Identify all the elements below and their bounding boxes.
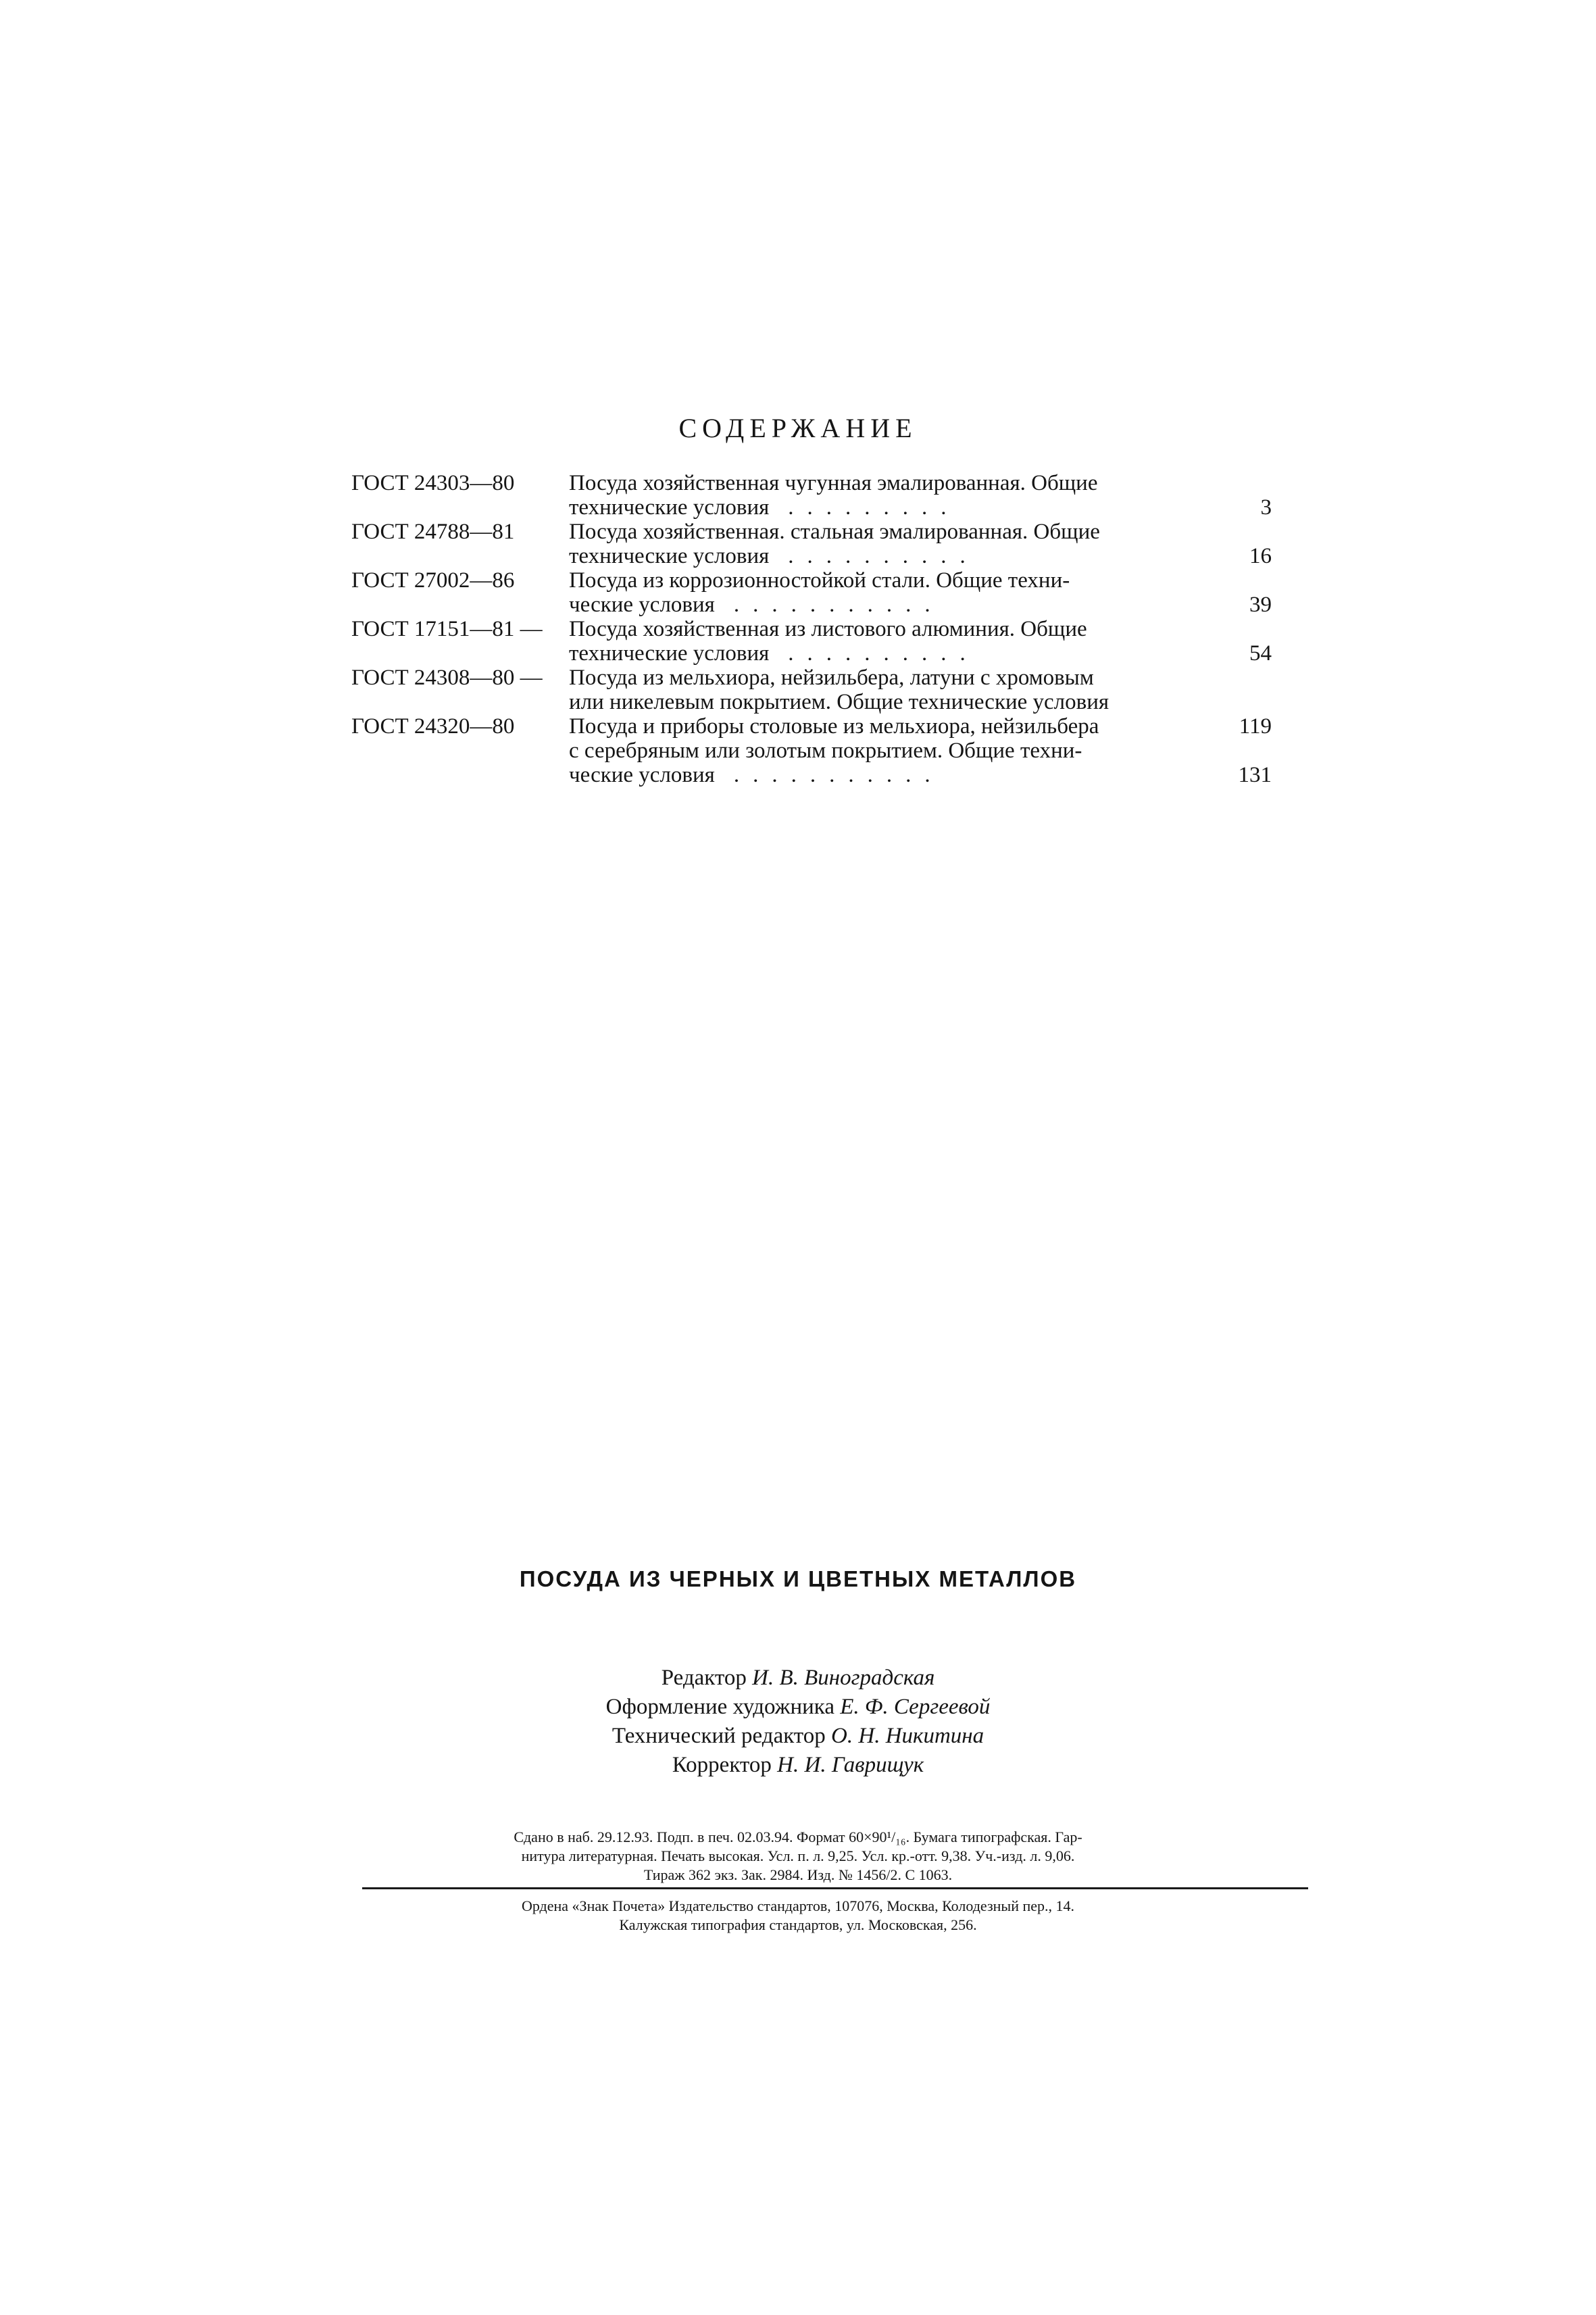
dot-leader: ..........	[788, 544, 979, 568]
imprint-line: нитура литературная. Печать высокая. Усл. п. л. 9,25. Усл. кр.-отт. 9,38. Уч.-изд. л. 9,06.	[521, 1847, 1075, 1864]
imprint-printer: Калужская типография стандартов, ул. Московская, 256.	[619, 1916, 977, 1933]
toc-entry-title-cont: ческие условия ...........	[569, 593, 944, 617]
toc-entry-page: 131	[1238, 763, 1272, 787]
toc-entry-title: Посуда хозяйственная чугунная эмалированная. Общие	[569, 471, 1098, 495]
imprint-line: Сдано в наб. 29.12.93. Подп. в печ. 02.03.94. Формат 60×90¹/₁₆. Бумага типографская. Гар-	[514, 1828, 1082, 1845]
imprint-line: Тираж 362 экз. Зак. 2984. Изд. № 1456/2. С 1063.	[643, 1866, 953, 1883]
toc-entry-page: 54	[1249, 641, 1272, 666]
dot-leader: ...........	[733, 593, 944, 617]
toc-entry-title-cont: технические условия ..........	[569, 544, 979, 568]
toc-entry-title: Посуда из коррозионностойкой стали. Общие техни-	[569, 568, 1070, 593]
book-title: ПОСУДА ИЗ ЧЕРНЫХ И ЦВЕТНЫХ МЕТАЛЛОВ	[519, 1566, 1077, 1591]
toc-entry-title-cont: технические условия ..........	[569, 641, 979, 666]
toc-entry-code: ГОСТ 24788—81	[351, 520, 515, 544]
toc-entry-title-cont: с серебряным или золотым покрытием. Общие техни-	[569, 739, 1082, 763]
toc-entry-title-cont: или никелевым покрытием. Общие технические условия	[569, 690, 1109, 714]
imprint-divider	[362, 1887, 1308, 1889]
toc-entry-code: ГОСТ 17151—81 —	[351, 617, 543, 641]
toc-entry-title: Посуда из мельхиора, нейзильбера, латуни с хромовым	[569, 666, 1094, 690]
toc-entry-title: Посуда хозяйственная. стальная эмалированная. Общие	[569, 520, 1100, 544]
imprint-publisher: Ордена «Знак Почета» Издательство стандартов, 107076, Москва, Колодезный пер., 14.	[521, 1897, 1075, 1914]
toc-entry-code: ГОСТ 24308—80 —	[351, 666, 543, 690]
credit-designer: Оформление художника Е. Ф. Сергеевой	[605, 1695, 991, 1719]
dot-leader: .........	[788, 495, 960, 520]
toc-entry-code: ГОСТ 24303—80	[351, 471, 515, 495]
toc-entry-page: 119	[1239, 714, 1272, 739]
credit-proofreader: Корректор Н. И. Гаврищук	[672, 1753, 924, 1777]
toc-entry-code: ГОСТ 27002—86	[351, 568, 515, 593]
toc-entry-page: 16	[1249, 544, 1272, 568]
dot-leader: ...........	[733, 763, 944, 787]
toc-entry-title: Посуда хозяйственная из листового алюминия. Общие	[569, 617, 1087, 641]
toc-title: СОДЕРЖАНИЕ	[678, 413, 918, 443]
toc-entry-title-cont: технические условия .........	[569, 495, 960, 520]
toc-entry-title-cont: ческие условия ...........	[569, 763, 944, 787]
toc-entry-code: ГОСТ 24320—80	[351, 714, 515, 739]
credit-tech-editor: Технический редактор О. Н. Никитина	[612, 1724, 984, 1748]
toc-entry-title: Посуда и приборы столовые из мельхиора, нейзильбера	[569, 714, 1099, 739]
dot-leader: ..........	[788, 641, 979, 666]
credit-editor: Редактор И. В. Виноградская	[661, 1666, 935, 1690]
toc-entry-page: 39	[1249, 593, 1272, 617]
toc-entry-page: 3	[1260, 495, 1272, 520]
